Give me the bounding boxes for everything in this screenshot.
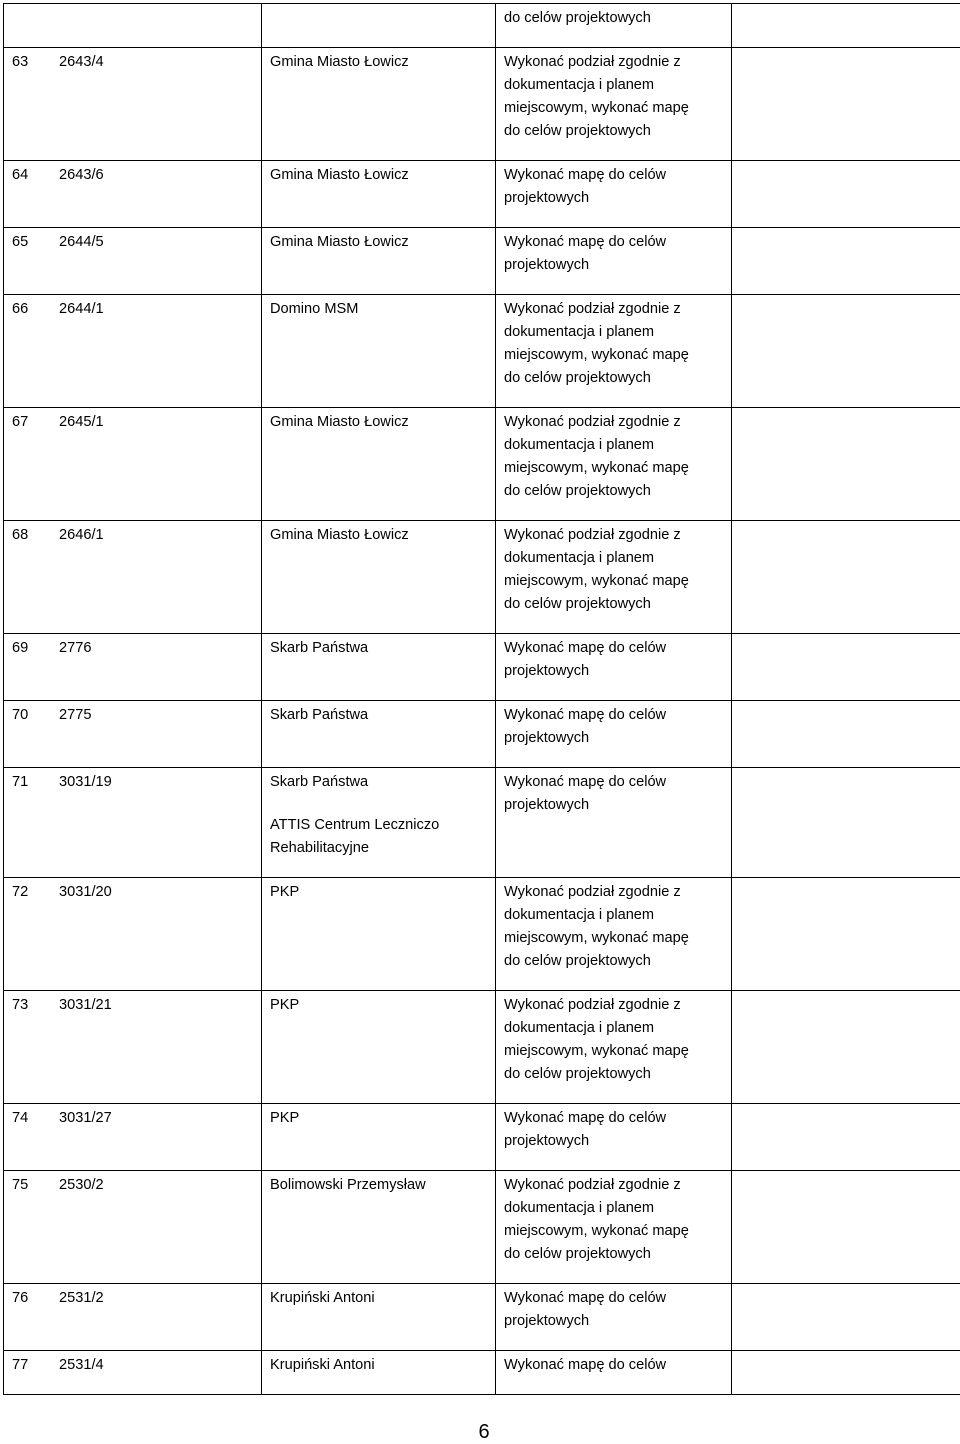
cell-owner: [262, 161, 496, 228]
table-row: [4, 408, 960, 521]
cell-notes: [732, 634, 960, 701]
cell-description: Wykonać podział zgodnie z dokumentacja i planem miejscowym, wykonać mapę do celów projektowych: [496, 878, 732, 991]
plot-number: 2776: [59, 640, 92, 656]
cell-notes: [732, 878, 960, 991]
row-number: 73: [12, 997, 29, 1013]
plot-number: 3031/27: [59, 1110, 112, 1126]
cell-owner: [262, 521, 496, 634]
cell-description: Wykonać podział zgodnie z dokumentacja i planem miejscowym, wykonać mapę do celów projektowych: [496, 521, 732, 634]
row-number: 72: [12, 884, 29, 900]
table-row: [4, 1351, 960, 1395]
owner-name: Bolimowski Przemysław: [270, 1177, 426, 1193]
cell-notes: [732, 521, 960, 634]
row-number: 67: [12, 414, 29, 430]
plot-number: 2643/6: [59, 167, 104, 183]
row-number: 66: [12, 301, 29, 317]
cell-owner: [262, 408, 496, 521]
table-row: [4, 1284, 960, 1351]
owner-extra: ATTIS Centrum Leczniczo Rehabilitacyjne: [270, 817, 440, 856]
cell-description: Wykonać mapę do celów projektowych: [496, 228, 732, 295]
plot-number: 3031/21: [59, 997, 112, 1013]
cell-owner: [262, 991, 496, 1104]
cell-lp-plot: [4, 161, 262, 228]
cell-owner: [262, 634, 496, 701]
cell-notes: [732, 4, 960, 48]
cell-lp-plot: [4, 1104, 262, 1171]
row-number: 64: [12, 167, 29, 183]
cell-lp-plot: [4, 1171, 262, 1284]
plot-number: 3031/20: [59, 884, 112, 900]
cell-description: Wykonać podział zgodnie z dokumentacja i planem miejscowym, wykonać mapę do celów projektowych: [496, 48, 732, 161]
parcel-table: [3, 3, 960, 1395]
table-row: [4, 878, 960, 991]
owner-name: Skarb Państwa: [270, 774, 369, 790]
row-number: 70: [12, 707, 29, 723]
owner-name: Gmina Miasto Łowicz: [270, 527, 409, 543]
cell-notes: [732, 408, 960, 521]
row-number: 71: [12, 774, 29, 790]
cell-description: Wykonać podział zgodnie z dokumentacja i planem miejscowym, wykonać mapę do celów projektowych: [496, 295, 732, 408]
page-number: 6: [478, 1421, 490, 1443]
row-number: 63: [12, 54, 29, 70]
owner-name: Gmina Miasto Łowicz: [270, 167, 409, 183]
cell-notes: [732, 48, 960, 161]
table-row: [4, 228, 960, 295]
owner-name: Krupiński Antoni: [270, 1357, 375, 1373]
owner-name: PKP: [270, 997, 300, 1013]
cell-owner: [262, 1284, 496, 1351]
table-row: [4, 1104, 960, 1171]
cell-description: Wykonać mapę do celów projektowych: [496, 1104, 732, 1171]
cell-description: Wykonać podział zgodnie z dokumentacja i planem miejscowym, wykonać mapę do celów projektowych: [496, 991, 732, 1104]
cell-description: Wykonać mapę do celów projektowych: [496, 161, 732, 228]
owner-name: Gmina Miasto Łowicz: [270, 234, 409, 250]
table-row: [4, 521, 960, 634]
cell-lp-plot: [4, 408, 262, 521]
cell-lp-plot: [4, 634, 262, 701]
table-row-continuation: [4, 4, 960, 48]
cell-lp-plot: [4, 521, 262, 634]
plot-number: 2643/4: [59, 54, 104, 70]
cell-description: Wykonać mapę do celów projektowych: [496, 1284, 732, 1351]
table-row: [4, 991, 960, 1104]
plot-number: 2644/5: [59, 234, 104, 250]
row-number: 75: [12, 1177, 29, 1193]
owner-name: PKP: [270, 1110, 300, 1126]
cell-owner: [262, 1104, 496, 1171]
cell-description: do celów projektowych: [496, 4, 732, 48]
cell-lp-plot: [4, 991, 262, 1104]
owner-name: Skarb Państwa: [270, 640, 369, 656]
cell-lp-plot: [4, 1351, 262, 1395]
cell-description: Wykonać podział zgodnie z dokumentacja i planem miejscowym, wykonać mapę do celów projektowych: [496, 1171, 732, 1284]
row-number: 65: [12, 234, 29, 250]
row-number: 69: [12, 640, 29, 656]
table-row: [4, 295, 960, 408]
cell-owner: [262, 4, 496, 48]
cell-owner: [262, 701, 496, 768]
table-row: [4, 634, 960, 701]
cell-lp-plot: [4, 878, 262, 991]
owner-name: Gmina Miasto Łowicz: [270, 414, 409, 430]
cell-lp-plot: [4, 768, 262, 878]
cell-lp-plot: [4, 295, 262, 408]
row-number: 76: [12, 1290, 29, 1306]
row-number: 77: [12, 1357, 29, 1373]
row-number: 68: [12, 527, 29, 543]
row-number: 74: [12, 1110, 29, 1126]
table-row: [4, 701, 960, 768]
cell-notes: [732, 991, 960, 1104]
plot-number: 2645/1: [59, 414, 104, 430]
cell-notes: [732, 701, 960, 768]
cell-lp-plot: [4, 1284, 262, 1351]
cell-notes: [732, 1351, 960, 1395]
table-row: [4, 768, 960, 878]
plot-number: 2530/2: [59, 1177, 104, 1193]
parcel-table-body: [4, 4, 960, 1395]
table-row: [4, 48, 960, 161]
cell-notes: [732, 1104, 960, 1171]
plot-number: 2644/1: [59, 301, 104, 317]
cell-notes: [732, 768, 960, 878]
cell-owner: [262, 48, 496, 161]
plot-number: 2531/2: [59, 1290, 104, 1306]
table-row: [4, 161, 960, 228]
cell-description: Wykonać mapę do celów projektowych: [496, 701, 732, 768]
cell-owner: [262, 1351, 496, 1395]
cell-notes: [732, 228, 960, 295]
cell-lp-plot: [4, 48, 262, 161]
plot-number: 2646/1: [59, 527, 104, 543]
cell-description: Wykonać mapę do celów: [496, 1351, 732, 1395]
cell-description: Wykonać mapę do celów projektowych: [496, 768, 732, 878]
plot-number: 2531/4: [59, 1357, 104, 1373]
cell-description: Wykonać mapę do celów projektowych: [496, 634, 732, 701]
cell-owner: [262, 295, 496, 408]
cell-notes: [732, 1171, 960, 1284]
owner-name: Domino MSM: [270, 301, 359, 317]
owner-name: Gmina Miasto Łowicz: [270, 54, 409, 70]
cell-owner: [262, 1171, 496, 1284]
plot-number: 3031/19: [59, 774, 112, 790]
table-row: [4, 1171, 960, 1284]
owner-name: Skarb Państwa: [270, 707, 369, 723]
cell-description: Wykonać podział zgodnie z dokumentacja i planem miejscowym, wykonać mapę do celów projektowych: [496, 408, 732, 521]
cell-owner: [262, 768, 496, 878]
cell-notes: [732, 161, 960, 228]
cell-owner: [262, 878, 496, 991]
cell-notes: [732, 1284, 960, 1351]
cell-owner: [262, 228, 496, 295]
cell-lp-plot: [4, 701, 262, 768]
plot-number: 2775: [59, 707, 92, 723]
owner-name: Krupiński Antoni: [270, 1290, 375, 1306]
cell-notes: [732, 295, 960, 408]
owner-name: PKP: [270, 884, 300, 900]
cell-lp-plot: [4, 4, 262, 48]
cell-lp-plot: [4, 228, 262, 295]
